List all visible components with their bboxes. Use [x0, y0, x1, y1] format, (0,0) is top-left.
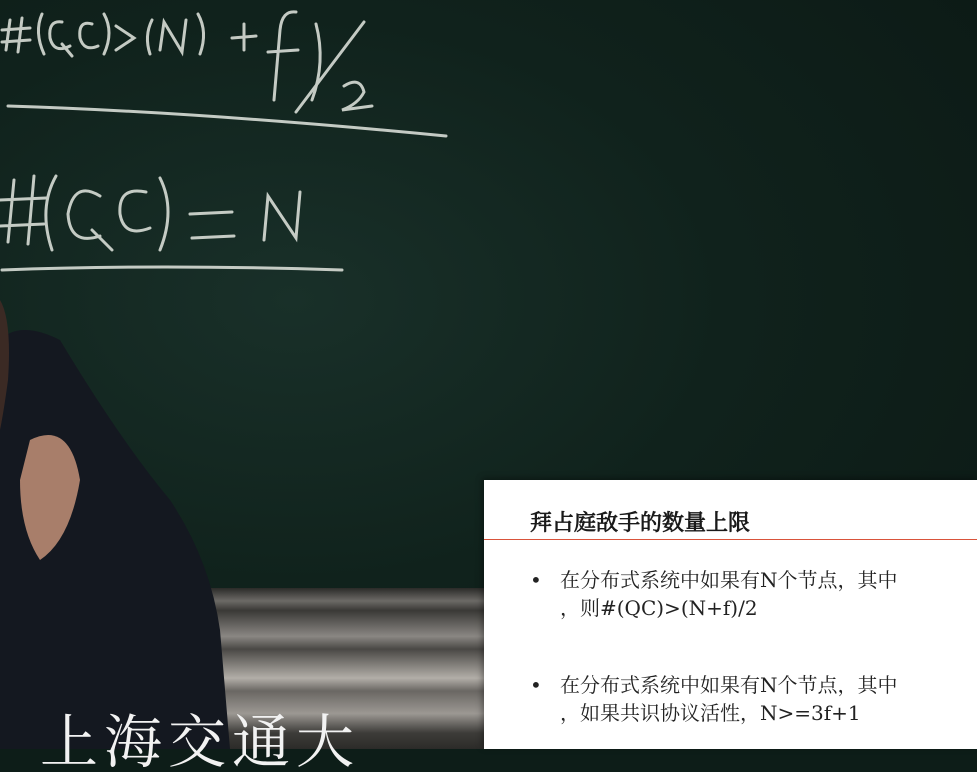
video-subtitle — [40, 712, 485, 772]
subtitle-text: 上海交通大 — [40, 712, 361, 772]
slide-divider — [484, 539, 977, 540]
lecture-slide — [484, 480, 977, 749]
bullet-line: ，如果共识协议活性，N>=3f+1 — [560, 701, 861, 725]
bullet-line: 在分布式系统中如果有N个节点，其中 — [560, 568, 898, 592]
bullet-line: ，则#(QC)>(N+f)/2 — [560, 596, 758, 620]
bullet-line: 在分布式系统中如果有N个节点，其中 — [560, 673, 898, 697]
slide-bullet — [530, 671, 977, 727]
slide-bullet — [530, 566, 977, 622]
lecturer-figure — [0, 300, 230, 749]
bullet-dot-icon: • — [530, 673, 542, 697]
slide-title: 拜占庭敌手的数量上限 — [530, 511, 751, 536]
bullet-dot-icon: • — [530, 568, 542, 592]
